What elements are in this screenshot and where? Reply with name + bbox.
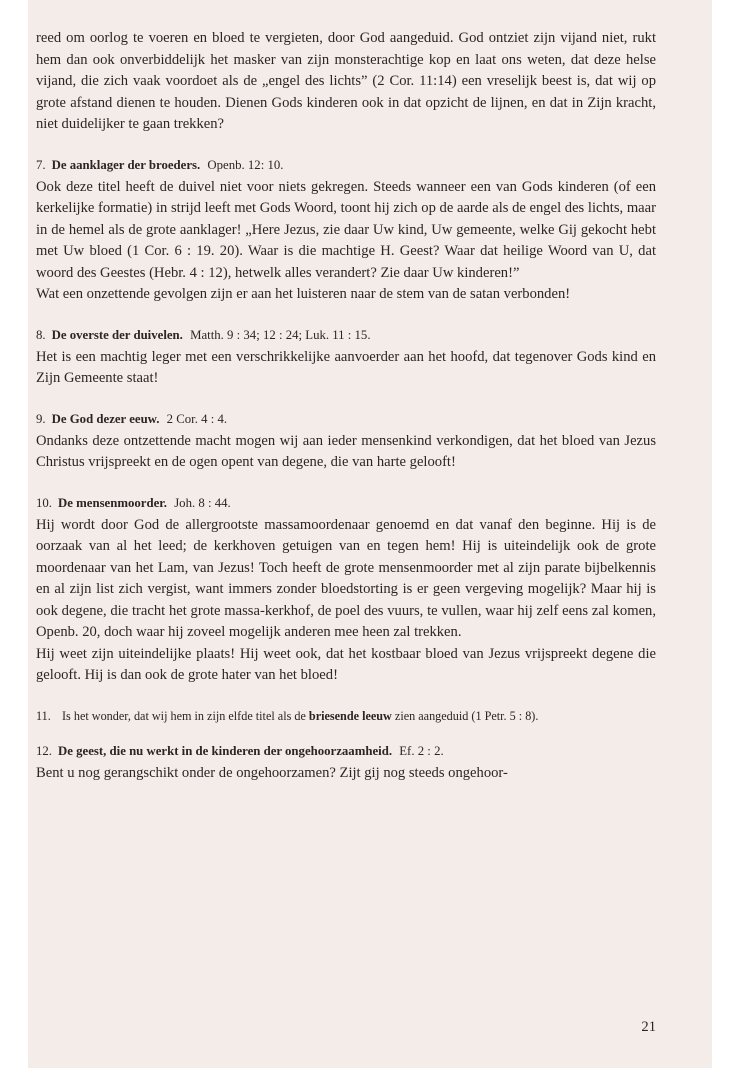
section-paragraph: Hij weet zijn uiteindelijke plaats! Hij weet ook, dat het kostbaar bloed van Jezus vrijspreekt degene die gelooft. Hij is dan ook de grote hater van het bloed! xyxy=(36,645,656,683)
book-page xyxy=(28,0,712,1068)
section-paragraph: Het is een machtig leger met een verschrikkelijke aanvoerder aan het hoofd, dat tegenover Gods kind en Zijn Gemeente staat! xyxy=(36,348,656,386)
section-paragraph: Ook deze titel heeft de duivel niet voor niets gekregen. Steeds wanneer een van Gods kinderen (of een kerkelijke formatie) in strijd leeft met Gods Woord, toont hij zich op de aarde als de engel des lichts, maar in de hemel als de grote aanklager! „Here Jezus, zie daar Uw kind, Uw gemeente, welke Gij gekocht hebt met Uw bloed (1 Cor. 6 : 19. 20). Waar is die machtige H. Geest? Waar dat heilige Woord van U, dat woord des Geestes (Hebr. 4 : 12), hetwelk alles verandert? Zie daar Uw kinderen!” xyxy=(36,178,656,281)
section-title: De mensenmoorder. xyxy=(58,495,167,510)
section-heading xyxy=(36,494,656,512)
note-text xyxy=(62,709,656,724)
intro-paragraph: reed om oorlog te voeren en bloed te vergieten, door God aangeduid. God ontziet zijn vijand niet, rukt hem dan ook onverbiddelijk het masker van zijn monsterachtige kop en laat ons weten, dat deze helse vijand, die zich vaak voordoet als de „engel des lichts” (2 Cor. 11:14) een vreselijk beest is, dat wij op grote afstand dienen te houden. Dienen Gods kinderen ook in dat opzicht de lijnen, en dat in Zijn kracht, niet duidelijker te gaan trekken? xyxy=(36,30,656,132)
section-paragraph: Ondanks deze ontzettende macht mogen wij aan ieder mensenkind verkondigen, dat het bloed van Jezus Christus vrijspreekt en de ogen opent van degene, die van harte gelooft! xyxy=(36,432,656,470)
section-title: De overste der duivelen. xyxy=(51,327,183,342)
section-number: 10. xyxy=(36,495,52,510)
section-reference: Joh. 8 : 44. xyxy=(174,495,231,510)
section-number: 12. xyxy=(36,743,52,758)
note-bold-term: briesende leeuw xyxy=(308,708,392,723)
section-title: De aanklager der broeders. xyxy=(51,157,201,172)
section-7 xyxy=(36,156,656,306)
section-8 xyxy=(36,326,656,390)
page-number: 21 xyxy=(641,1019,656,1035)
section-paragraph: Hij wordt door God de allergrootste massamoordenaar genoemd en dat vanaf den beginne. Hij is de oorzaak van al het leed; de kerkhoven getuigen van en tegen hem! Hij is uiteindelijk ook de grote moordenaar van het Lam, van Jezus! Toch heeft de grote mensenmoorder met al zijn parate bijbelkennis en al zijn list zich vergist, want immers zonder bloedstorting is er geen vergeving mogelijk? Maar hij is ook degene, die tracht het grote massa-kerkhof, de poel des vuurs, te vullen, waar hij zelf eens zal komen, Openb. 20, doch waar hij zoveel mogelijk anderen mee heen zal trekken. xyxy=(36,516,656,640)
section-paragraph: Wat een onzettende gevolgen zijn er aan het luisteren naar de stem van de satan verbonden! xyxy=(36,286,571,302)
section-reference: Matth. 9 : 34; 12 : 24; Luk. 11 : 15. xyxy=(190,327,371,342)
section-reference: 2 Cor. 4 : 4. xyxy=(166,411,228,426)
note-text-after: zien aangeduid (1 Petr. 5 : 8). xyxy=(394,708,539,723)
section-heading xyxy=(36,156,656,174)
section-paragraph: Bent u nog gerangschikt onder de ongehoorzamen? Zijt gij nog steeds ongehoor- xyxy=(36,764,508,781)
section-number: 7. xyxy=(36,157,46,172)
section-heading xyxy=(36,410,656,428)
section-heading xyxy=(36,326,656,344)
section-11-note xyxy=(36,709,656,724)
section-9 xyxy=(36,410,656,474)
section-10 xyxy=(36,494,656,687)
section-number: 11. xyxy=(36,708,51,723)
note-text-before: Is het wonder, dat wij hem in zijn elfde titel als de xyxy=(62,708,306,723)
section-reference: Ef. 2 : 2. xyxy=(399,743,444,758)
section-title: De geest, die nu werkt in de kinderen der ongehoorzaamheid. xyxy=(58,743,393,758)
section-reference: Openb. 12: 10. xyxy=(207,157,284,172)
section-heading xyxy=(36,742,656,760)
section-title: De God dezer eeuw. xyxy=(51,411,160,426)
section-number: 9. xyxy=(36,411,46,426)
section-12 xyxy=(36,742,656,785)
section-number: 8. xyxy=(36,327,46,342)
